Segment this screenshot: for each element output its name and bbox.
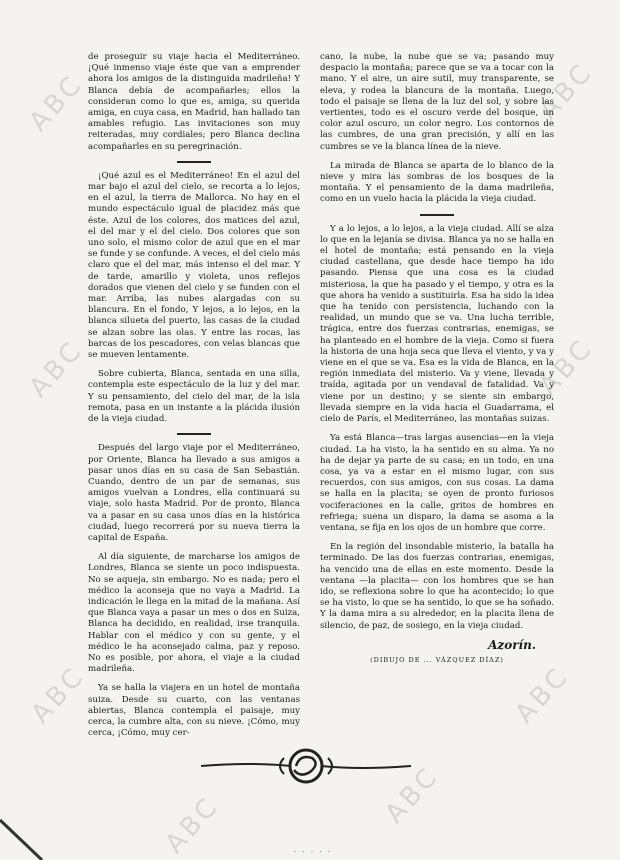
watermark: ABC	[23, 68, 90, 138]
ornament-flourish	[196, 736, 416, 796]
paragraph: La mirada de Blanca se aparta de lo blanco de la nieve y mira las sombras de los bosques de la montaña. Y el pensamiento de la dama madrileña, como en un vuelo hacia la plácida la vieja ciudad.	[320, 160, 554, 205]
watermark: ABC	[25, 660, 92, 730]
section-divider	[177, 433, 211, 435]
watermark: ABC	[509, 660, 576, 730]
footer-marks: · · · · ·	[294, 848, 333, 856]
corner-mark	[0, 800, 60, 860]
illustration-credit: (DIBUJO DE ... VÁZQUEZ DÍAZ)	[370, 655, 504, 664]
left-column	[88, 52, 300, 742]
paragraph: Ya se halla la viajera en un hotel de montaña suiza. Desde su cuarto, con las ventanas abiertas, Blanca contempla el paisaje, muy cerca, la cumbre alta, con su nieve. ¡Cómo, muy cerca, ¡Cómo, muy cer-	[88, 683, 300, 739]
author-signature: Azorín.	[488, 637, 536, 652]
paragraph: ¡Qué azul es el Mediterráneo! En el azul del mar bajo el azul del cielo, se recorta a lo lejos, en el azul, la tierra de Mallorca. No hay en el mundo espectáculo igual de placidez más que éste. Azul de los colores, dos matices del azul, el del mar y el del cielo. Dos colores que son uno solo, el mismo color de azul que en el mar se funde y se confunde. A veces, el del cielo más claro que el del mar, más intenso el del mar. Y de tarde, amarillo y violeta, unos reflejos dorados que vienen del cielo y se funden con el mar. Arriba, las nubes alargadas con su blancura. En el fondo, Y lejos, a lo lejos, en la blanca silueta del puerto, las casas de la ciudad se alzan sobre las olas. Y entre las rocas, las barcas de los pescadores, con velas blancas que se mueven lentamente.	[88, 170, 300, 361]
watermark: ABC	[23, 334, 90, 404]
watermark: ABC	[159, 790, 226, 860]
watermark: ABC	[379, 760, 446, 830]
paragraph: Después del largo viaje por el Mediterráneo, por Oriente, Blanca ha llevado a sus amigos a pasar unos días en su casa de San Sebastián. Cuando, dentro de un par de semanas, sus amigos vuelvan a Londres, ella continuará su viaje, solo hasta Madrid. Por de pronto, Blanca va a pasar en su casa unos días en la histórica ciudad, luego recorrerá por su nueva tierra la capital de España.	[88, 443, 300, 543]
paragraph: de proseguir su viaje hacia el Mediterráneo. ¡Qué inmenso viaje éste que van a emprender ahora los amigos de la distinguida madrileña! Y Blanca debía de acompañarles; ellos la consideran como lo que es, amiga, su querida amiga, en cuya casa, en Madrid, han hallado tan amables refugio. Las invitaciones son muy reiteradas, muy cordiales; pero Blanca declina acompañarles en su peregrinación.	[88, 52, 300, 152]
paragraph: Al día siguiente, de marcharse los amigos de Londres, Blanca se siente un poco indispuesta. No se aqueja, sin embargo. No es nada; pero el médico la aconseja que no vaya a Madrid. La indicación le llega en la mitad de la mañana. Así que Blanca vaya a pasar un mes o dos en Suiza, Blanca ha decidido, en realidad, irse tranquila. Hablar con el médico y con su gente, y el médico le ha aconsejado calma, paz y reposo. No es posible, por ahora, el viaje a la ciudad madrileña.	[88, 552, 300, 675]
right-column	[320, 52, 554, 732]
paragraph: Y a lo lejos, a lo lejos, a la vieja ciudad. Allí se alza lo que en la lejanía se divisa. Blanca ya no se halla en el hotel de montaña; está pensando en la vieja ciudad castellana, que desde hace tiempo ha ido pasando. Piensa que una cosa es la ciudad misteriosa, la que ha pasado y el tiempo, y otra es la que ahora ha venido a sustituirla. Esa ha sido la idea que ha tenido con persistencia, luchando con la realidad, un mundo que se va. Una lucha terrible, trágica, entre dos fuerzas contrarias, enemigas, se ha planteado en el hombre de la vieja. Como si fuera la historia de una hoja seca que lleva el viento, y va y viene en el que se va. Esa es la vida de Blanca, en la región inmediata del misterio. Va y viene, llevada y traída, agitada por un vendaval de fatalidad. Va y viene por un destino; y se siente sin embargo, llevada siempre en la vida hacia el Guadarrama, el cielo de París, el Mediterráneo, las montañas suizas.	[320, 223, 554, 425]
section-divider	[420, 214, 454, 216]
paragraph: Sobre cubierta, Blanca, sentada en una silla, contempla este espectáculo de la luz y del mar. Y su pensamiento, del cielo del mar, de la isla remota, pasa en un instante a la plácida ilusión de la vieja ciudad.	[88, 369, 300, 425]
section-divider	[177, 161, 211, 163]
paragraph: Ya está Blanca—tras largas ausencias—en la vieja ciudad. La ha visto, la ha sentido en su alma. Ya no ha de dejar ya parte de su casa; en un todo, en una cosa, ya va a estar en el mismo lugar, con sus recuerdos, con sus amigos, con sus cosas. La dama se halla en la placita; se oyen de pronto furiosos vociferaciones en la calle, gritos de hombres en refriega; suena un disparo, la dama se asoma a la ventana, se fija en los ojos de un hombre que corre.	[320, 433, 554, 533]
watermark: ABC	[533, 332, 600, 402]
paragraph: En la región del insondable misterio, la batalla ha terminado. De las dos fuerzas contrarias, enemigas, ha vencido una de ellas en este momento. Desde la ventana —la placita— con los hombres que se han ido, se reflexiona sobre lo que ha acontecido; lo que se ha visto, lo que se ha sentido, lo que se ha soñado. Y la dama mira a su alrededor, en la placita llena de silencio, de paz, de sosiego, en la vieja ciudad.	[320, 542, 554, 631]
paragraph: cano, la nube, la nube que se va; pasando muy despacio la montaña; parece que se va a tocar con la mano. Y el aire, un aire sutil, muy transparente, se eleva, y rodea la blancura de la montaña. Luego, todo el paisaje se llena de la luz del sol, y sobre las vertientes, todo es el oscuro verde del bosque, un color azul oscuro, un color negro. Los contornos de las cumbres, de una gran precisión, y allí en las cumbres se ve la blanca línea de la nieve.	[320, 52, 554, 152]
watermark: ABC	[533, 56, 600, 126]
